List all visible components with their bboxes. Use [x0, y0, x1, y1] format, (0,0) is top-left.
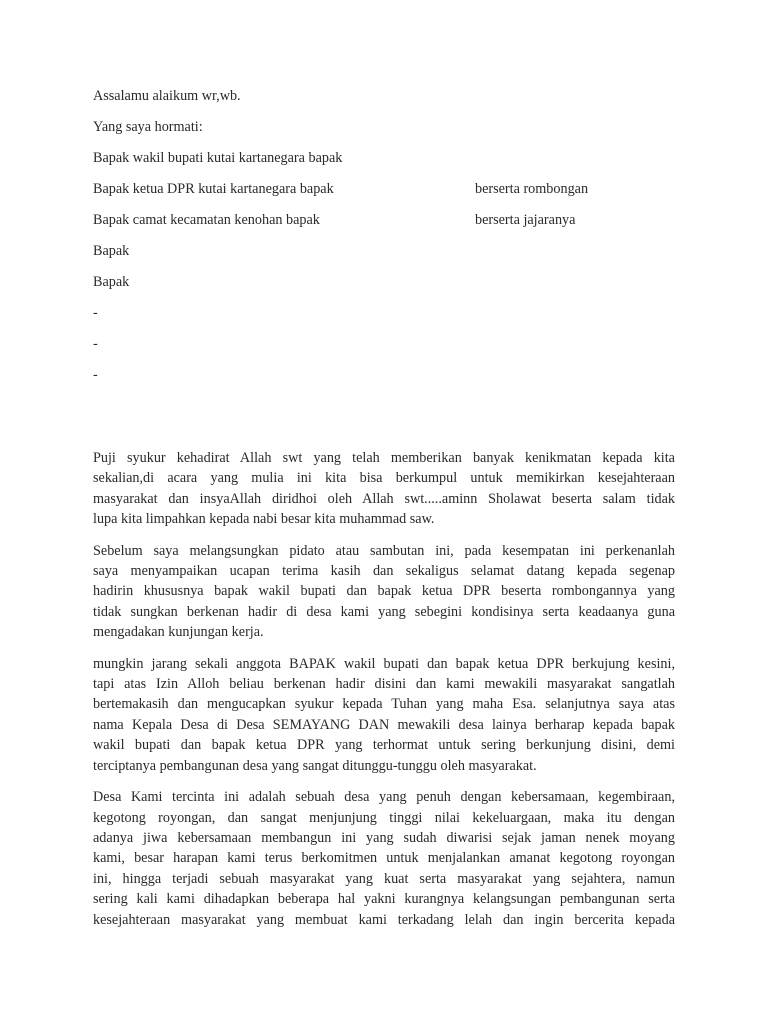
addressee-line: [93, 210, 675, 230]
paragraph-line: nama Kepala Desa di Desa SEMAYANG DAN mewakili desa lainya berharap kepada bapak: [93, 716, 675, 733]
paragraph-line: lupa kita limpahkan kepada nabi besar kita muhammad saw.: [93, 511, 435, 528]
paragraph-line: saya menyampaikan ucapan terima kasih dan sekaligus selamat datang kepada segenap: [93, 563, 675, 580]
addressee-name: Bapak ketua DPR kutai kartanegara bapak: [93, 181, 334, 197]
addressee-suffix: berserta jajaranya: [475, 212, 576, 228]
paragraph-welcome: [93, 541, 675, 643]
addressee-line: [93, 241, 675, 261]
paragraph-line: mungkin jarang sekali anggota BAPAK wakil bupati dan bapak ketua DPR berkujung kesini,: [93, 655, 675, 672]
addressee-list: [93, 148, 675, 385]
addressee-name: Bapak: [93, 274, 130, 290]
greeting-line: Assalamu alaikum wr,wb.: [93, 88, 241, 104]
paragraph-line: adanya jiwa kebersamaan membangun ini yang sudah diwarisi sejak jaman nenek moyang: [93, 829, 675, 846]
addressee-line: [93, 272, 675, 292]
paragraph-line: hadirin khususnya bapak wakil bupati dan bapak ketua DPR beserta rombongannya yang: [93, 583, 675, 600]
addressee-line: [93, 148, 675, 168]
paragraph-line: bertemakasih dan mengucapkan syukur kepada Tuhan yang maha Esa. selanjutnya saya atas: [93, 696, 675, 713]
paragraph-line: kesejahteraan masyarakat yang membuat kami terkadang lelah dan ingin bercerita kepada: [93, 911, 675, 928]
paragraph-line: Puji syukur kehadirat Allah swt yang telah memberikan banyak kenikmatan kepada kita: [93, 450, 675, 466]
paragraph-line: sekalian,di acara yang mulia ini kita bisa berkumpul untuk memikirkan kesejahteraan: [93, 470, 675, 487]
addressee-name: Bapak wakil bupati kutai kartanegara bapak: [93, 150, 343, 166]
paragraph-line: kami, besar harapan kami terus berkomitmen untuk menjalankan amanat kegotong royongan: [93, 850, 675, 867]
paragraph-visit: [93, 654, 675, 776]
paragraph-line: mengadakan kunjungan kerja.: [93, 624, 264, 641]
paragraph-line: ini, hingga terjadi sebuah masyarakat yang kuat serta masyarakat yang sejahtera, namun: [93, 870, 675, 887]
document-body: [93, 86, 675, 941]
paragraph-line: kegotong royongan, dan sangat menjunjung tinggi nilai kekeluargaan, maka itu dengan: [93, 809, 675, 826]
addressee-dash: -: [93, 367, 98, 383]
addressee-dash: -: [93, 305, 98, 321]
paragraph-line: tidak sungkan berkenan hadir di desa kami yang sebegini kondisinya serta keadaanya guna: [93, 603, 675, 620]
paragraph-line: tapi atas Izin Alloh beliau berkenan hadir disini dan kami mewakili masyarakat sangatlah: [93, 676, 675, 693]
paragraph-line: terciptanya pembangunan desa yang sangat ditunggu-tunggu oleh masyarakat.: [93, 757, 537, 774]
honorific-line: Yang saya hormati:: [93, 119, 203, 135]
paragraph-line: wakil bupati dan bapak ketua DPR yang terhormat untuk sering berkunjung disini, demi: [93, 737, 675, 754]
paragraph-line: Sebelum saya melangsungkan pidato atau sambutan ini, pada kesempatan ini perkenanlah: [93, 542, 675, 559]
addressee-suffix: berserta rombongan: [475, 181, 589, 197]
addressee-name: Bapak camat kecamatan kenohan bapak: [93, 212, 320, 228]
addressee-line: [93, 179, 675, 199]
addressee-dash: -: [93, 336, 98, 352]
addressee-line: [93, 365, 675, 385]
addressee-line: [93, 334, 675, 354]
spacer: [93, 396, 675, 448]
paragraph-line: masyarakat dan insyaAllah diridhoi oleh Allah swt.....aminn Sholawat beserta salam tidak: [93, 490, 675, 507]
addressee-name: Bapak: [93, 243, 130, 259]
paragraph-line: Desa Kami tercinta ini adalah sebuah desa yang penuh dengan kebersamaan, kegembiraan,: [93, 789, 675, 806]
paragraph-village: [93, 787, 675, 930]
addressee-line: [93, 303, 675, 323]
paragraph-opening: [93, 448, 675, 530]
paragraph-line: sering kali kami dihadapkan beberapa hal yakni kurangnya kelangsungan pembangunan serta: [93, 891, 675, 908]
